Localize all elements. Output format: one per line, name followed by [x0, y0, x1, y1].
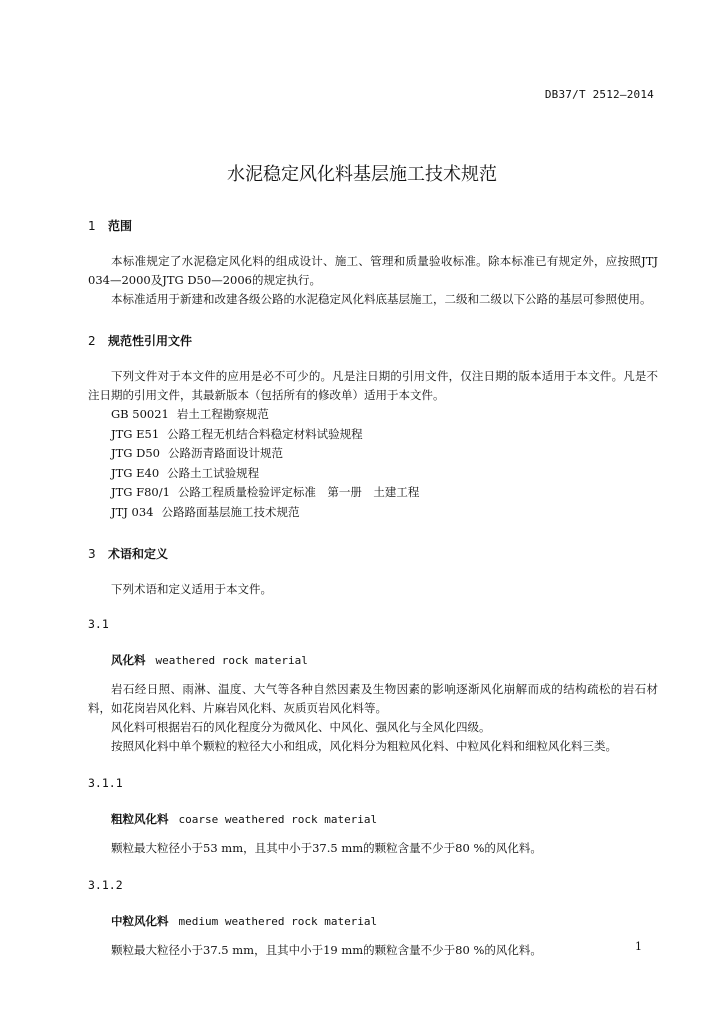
section-title: 范围 [108, 219, 133, 233]
term-english: medium weathered rock material [178, 915, 378, 928]
clause-number: 3.1.2 [88, 878, 123, 892]
reference-name: 岩土工程勘察规范 [176, 407, 269, 421]
reference-item [88, 483, 658, 503]
reference-name: 公路土工试验规程 [167, 465, 260, 480]
section-title: 术语和定义 [108, 547, 169, 561]
page-number: 1 [635, 940, 642, 953]
paragraph: 颗粒最大粒径小于53 mm，且其中小于37.5 mm的颗粒含量不少于80 %的风化料。 [111, 841, 542, 855]
section-2-heading [88, 329, 658, 353]
document-body [88, 214, 658, 960]
term-heading [88, 649, 658, 672]
section-number: 1 [88, 219, 96, 233]
paragraph: 本标准规定了水泥稳定风化料的组成设计、施工、管理和质量验收标准。除本标准已有规定外，应按照JTJ 034—2000及JTG D50—2006的规定执行。 [88, 254, 658, 287]
section-number: 3 [88, 547, 96, 561]
reference-code: JTG E40 [111, 465, 160, 480]
section-1-heading [88, 214, 658, 238]
section-title: 规范性引用文件 [108, 334, 193, 348]
term-heading [88, 808, 658, 831]
reference-item [88, 464, 658, 484]
term-chinese: 粗粒风化料 [111, 812, 169, 826]
document-title: 水泥稳定风化料基层施工技术规范 [227, 164, 497, 185]
reference-name: 公路工程无机结合料稳定材料试验规程 [167, 426, 363, 441]
standard-code: DB37/T 2512—2014 [544, 88, 654, 101]
reference-item [88, 444, 658, 464]
reference-name: 公路沥青路面设计规范 [167, 446, 283, 460]
paragraph: 岩石经日照、雨淋、温度、大气等各种自然因素及生物因素的影响逐渐风化崩解而成的结构疏松的岩石材料，如花岗岩风化料、片麻岩风化料、灰质页岩风化料等。 [88, 682, 658, 715]
paragraph: 下列文件对于本文件的应用是必不可少的。凡是注日期的引用文件，仅注日期的版本适用于本文件。凡是不注日期的引用文件，其最新版本（包括所有的修改单）适用于本文件。 [88, 369, 658, 402]
term-english: coarse weathered rock material [178, 813, 378, 826]
term-chinese: 风化料 [111, 653, 146, 667]
term-chinese: 中粒风化料 [111, 914, 169, 928]
reference-code: JTG F80/1 [111, 485, 170, 499]
clause-number: 3.1.1 [88, 776, 123, 790]
reference-item [88, 425, 658, 445]
paragraph: 下列术语和定义适用于本文件。 [111, 582, 272, 596]
section-number: 2 [88, 334, 96, 348]
term-english: weathered rock material [155, 654, 308, 667]
term-heading [88, 910, 658, 933]
paragraph: 按照风化料中单个颗粒的粒径大小和组成，风化料分为粗粒风化料、中粒风化料和细粒风化料三类。 [111, 739, 617, 753]
reference-code: JTG E51 [111, 426, 160, 441]
reference-item [88, 503, 658, 523]
reference-code: GB 50021 [111, 407, 169, 421]
clause-number: 3.1 [88, 617, 109, 631]
reference-name: 公路工程质量检验评定标准 第一册 土建工程 [177, 485, 420, 499]
section-3-heading [88, 542, 658, 566]
reference-item [88, 405, 658, 425]
reference-code: JTG D50 [111, 446, 160, 460]
paragraph: 本标准适用于新建和改建各级公路的水泥稳定风化料底基层施工，二级和二级以下公路的基层可参照使用。 [111, 292, 652, 306]
reference-name: 公路路面基层施工技术规范 [161, 504, 300, 519]
reference-code: JTJ 034 [111, 504, 154, 519]
paragraph: 颗粒最大粒径小于37.5 mm，且其中小于19 mm的颗粒含量不少于80 %的风化料。 [111, 943, 542, 957]
paragraph: 风化料可根据岩石的风化程度分为微风化、中风化、强风化与全风化四级。 [111, 720, 491, 734]
